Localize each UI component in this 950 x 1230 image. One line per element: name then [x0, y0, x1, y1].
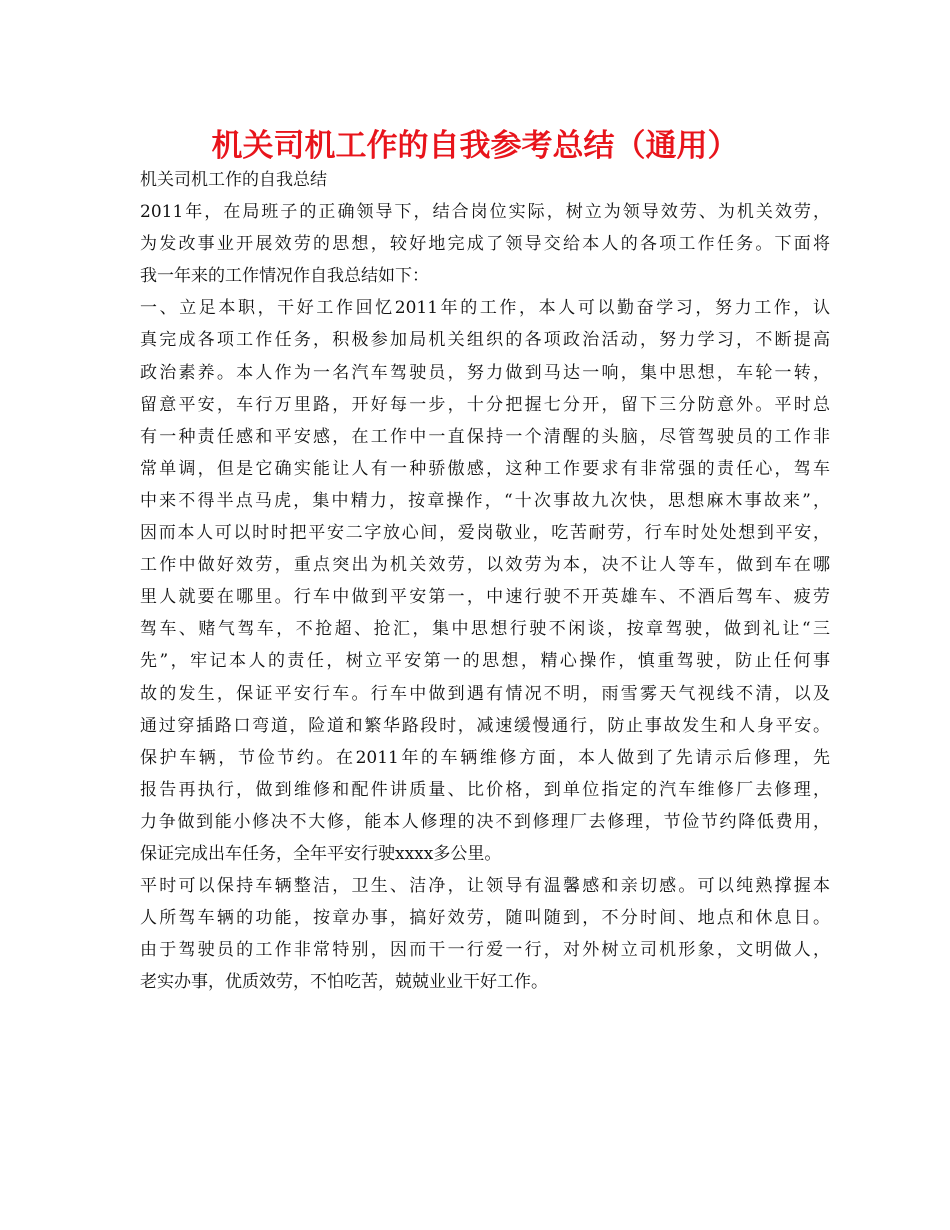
- text-line: 先”，牢记本人的责任，树立平安第一的思想，精心操作，慎重驾驶，防止任何事: [140, 651, 830, 672]
- text-line: 为发改事业开展效劳的思想，较好地完成了领导交给本人的各项工作任务。下面将: [140, 234, 830, 255]
- text-line: 留意平安，车行万里路，开好每一步，十分把握七分开，留下三分防意外。平时总: [140, 394, 830, 415]
- text-line: 力争做到能小修决不大修，能本人修理的决不到修理厂去修理，节俭节约降低费用，: [140, 811, 830, 832]
- text-line: 驾车、赌气驾车，不抢超、抢汇，集中思想行驶不闲谈，按章驾驶，做到礼让“三: [140, 619, 830, 640]
- text-line: 平时可以保持车辆整洁，卫生、洁净，让领导有温馨感和亲切感。可以纯熟撑握本: [140, 876, 830, 897]
- text-line: 政治素养。本人作为一名汽车驾驶员，努力做到马达一响，集中思想，车轮一转，: [140, 362, 830, 383]
- document-body: [140, 164, 830, 998]
- text-line: 一、立足本职，干好工作回忆2011年的工作，本人可以勤奋学习，努力工作，认: [140, 298, 830, 319]
- text-line: 我一年来的工作情况作自我总结如下：: [140, 266, 429, 287]
- text-line: 因而本人可以时时把平安二字放心间，爱岗敬业，吃苦耐劳，行车时处处想到平安，: [140, 523, 830, 544]
- text-line: 通过穿插路口弯道，险道和繁华路段时，减速缓慢通行，防止事故发生和人身平安。: [140, 715, 830, 736]
- text-line: 人所驾车辆的功能，按章办事，搞好效劳，随叫随到，不分时间、地点和休息日。: [140, 908, 830, 929]
- text-line: 中来不得半点马虎，集中精力，按章操作，“十次事故九次快，思想麻木事故来”，: [140, 490, 830, 511]
- text-line: 故的发生，保证平安行车。行车中做到遇有情况不明，雨雪雾天气视线不清，以及: [140, 683, 830, 704]
- text-line: 工作中做好效劳，重点突出为机关效劳，以效劳为本，决不让人等车，做到车在哪: [140, 555, 830, 576]
- text-line: 保护车辆，节俭节约。在2011年的车辆维修方面，本人做到了先请示后修理，先: [140, 747, 830, 768]
- text-line: 里人就要在哪里。行车中做到平安第一，中速行驶不开英雄车、不酒后驾车、疲劳: [140, 587, 830, 608]
- document-title: 机关司机工作的自我参考总结（通用）: [211, 128, 739, 164]
- text-line: 老实办事，优质效劳，不怕吃苦，兢兢业业干好工作。: [140, 972, 548, 993]
- text-line: 真完成各项工作任务，积极参加局机关组织的各项政治活动，努力学习，不断提高: [140, 330, 830, 351]
- text-line: 由于驾驶员的工作非常特别，因而干一行爱一行，对外树立司机形象，文明做人，: [140, 940, 830, 961]
- text-line: 保证完成出车任务，全年平安行驶xxxx多公里。: [140, 843, 502, 864]
- text-line: 报告再执行，做到维修和配件讲质量、比价格，到单位指定的汽车维修厂去修理，: [140, 779, 830, 800]
- text-line: 常单调，但是它确实能让人有一种骄傲感，这种工作要求有非常强的责任心，驾车: [140, 458, 830, 479]
- text-line: 2011年，在局班子的正确领导下，结合岗位实际，树立为领导效劳、为机关效劳，: [140, 202, 830, 223]
- text-line: 有一种责任感和平安感，在工作中一直保持一个清醒的头脑，尽管驾驶员的工作非: [140, 426, 830, 447]
- text-line: 机关司机工作的自我总结: [140, 170, 327, 190]
